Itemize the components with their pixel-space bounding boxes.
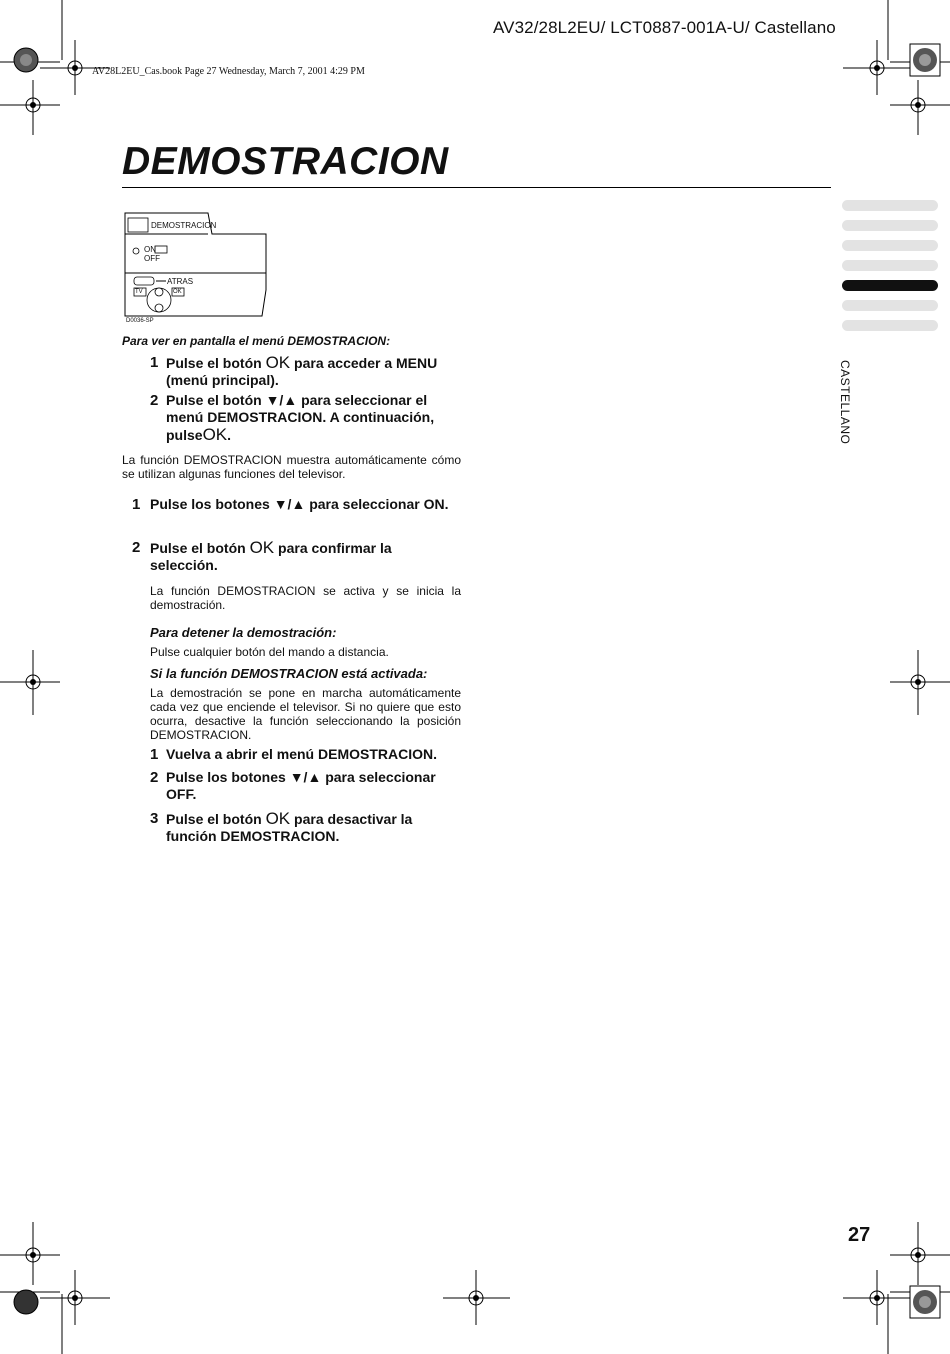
step-number: 2 (132, 539, 141, 556)
step-text: para confirmar la selección. (150, 540, 392, 573)
ok-button-glyph: OK (249, 538, 275, 557)
document-id: AV32/28L2EU/ LCT0887-001A-U/ Castellano (493, 18, 836, 37)
intro-description: La función DEMOSTRACION muestra automáticamente cómo se utilizan algunas funciones del televisor. (122, 453, 461, 481)
ok-button-glyph: OK (265, 353, 291, 372)
demo-menu-figure (124, 212, 268, 332)
book-info-line: AV28L2EU_Cas.book Page 27 Wednesday, March 7, 2001 4:29 PM (92, 66, 365, 77)
activation-note: La función DEMOSTRACION se activa y se inicia la demostración. (150, 584, 461, 612)
menu-option-on: ON (144, 245, 156, 254)
intro-step-2 (150, 392, 450, 444)
menu-ok-label: OK (173, 289, 182, 295)
step-text: para seleccionar el menú DEMOSTRACION. A continuación, pulse (166, 392, 435, 443)
section-tab (842, 220, 938, 231)
page-title: DEMOSTRACION (122, 140, 449, 183)
step-number: 1 (150, 746, 159, 763)
menu-title: DEMOSTRACION (151, 221, 217, 230)
section-tab (842, 320, 938, 331)
section-tab (842, 300, 938, 311)
section-tabs (842, 200, 938, 340)
step-text: para seleccionar OFF. (166, 769, 436, 802)
stop-text: Pulse cualquier botón del mando a distancia. (150, 645, 389, 659)
ok-button-glyph: OK (202, 425, 228, 444)
section-tab (842, 200, 938, 211)
section-tab (842, 260, 938, 271)
stop-heading: Para detener la demostración: (150, 625, 337, 640)
step-text: para desactivar la función DEMOSTRACION. (166, 811, 413, 844)
title-divider (122, 187, 831, 188)
step-number: 2 (150, 769, 159, 786)
step-number: 1 (132, 496, 141, 513)
step-text: Pulse los botones (150, 496, 274, 512)
section-tab (842, 240, 938, 251)
step-text: para acceder a MENU (menú principal). (166, 355, 438, 388)
arrow-buttons-glyph: ▼/▲ (273, 496, 306, 512)
section-tab-active (842, 280, 938, 291)
arrow-buttons-glyph: ▼/▲ (289, 769, 322, 785)
menu-back-label: ATRAS (167, 277, 194, 286)
step-number: 1 (150, 354, 159, 371)
step-number: 3 (150, 810, 159, 827)
menu-tv-label: TV (135, 289, 143, 295)
active-text: La demostración se pone en marcha automáticamente cada vez que enciende el televisor. Si no quiere que esto ocurra, desactive la función seleccionando la posición DEMOSTRACION. (150, 686, 461, 742)
active-step-3 (150, 810, 450, 845)
page-number: 27 (848, 1224, 871, 1246)
language-label: CASTELLANO (838, 360, 852, 445)
step-text: . (227, 427, 232, 443)
intro-heading: Para ver en pantalla el menú DEMOSTRACION: (122, 334, 391, 348)
main-step-1 (132, 496, 461, 513)
step-number: 2 (150, 392, 159, 409)
active-step-1 (150, 746, 462, 763)
step-text: Pulse los botones (166, 769, 290, 785)
step-text: Pulse el botón (166, 392, 266, 408)
arrow-buttons-glyph: ▼/▲ (265, 392, 298, 408)
step-text: Pulse el botón (150, 540, 250, 556)
step-text: Pulse el botón (166, 811, 266, 827)
intro-step-1 (150, 354, 462, 389)
active-step-2 (150, 769, 450, 803)
figure-code: D0036-SP (126, 318, 154, 324)
menu-option-off: OFF (144, 254, 160, 263)
step-text: Vuelva a abrir el menú DEMOSTRACION. (166, 746, 437, 762)
ok-button-glyph: OK (265, 809, 291, 828)
main-step-2 (132, 539, 461, 574)
step-text: Pulse el botón (166, 355, 266, 371)
step-text: para seleccionar ON. (305, 496, 449, 512)
active-heading: Si la función DEMOSTRACION está activada: (150, 666, 428, 681)
